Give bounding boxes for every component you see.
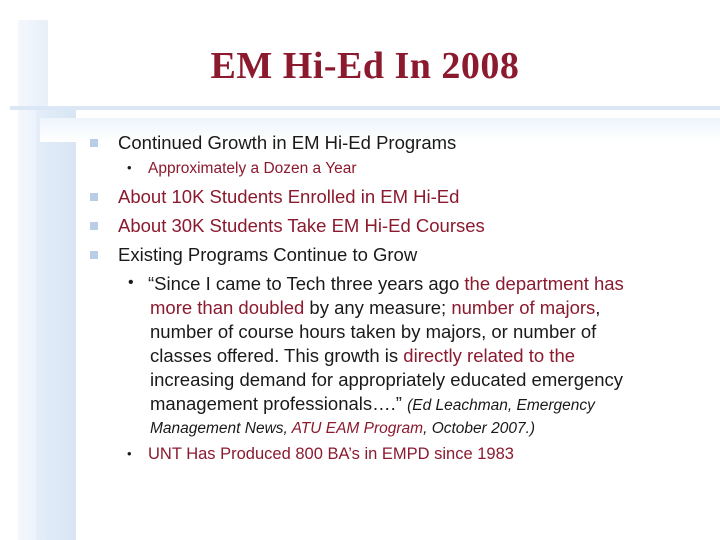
quote-highlight: more than doubled [150, 297, 305, 318]
quote-line-5: increasing demand for appropriately educated emergency [150, 369, 624, 390]
quote-highlight: the department has [464, 273, 624, 294]
dot-bullet-icon: • [127, 160, 132, 175]
bullet-existing-programs: Existing Programs Continue to Grow [118, 244, 418, 265]
quote-line-6 [150, 393, 595, 417]
square-bullet-icon [90, 139, 98, 147]
sub-bullet-unt: UNT Has Produced 800 BA’s in EMPD since 1983 [148, 445, 514, 463]
quote-text: , [595, 297, 601, 318]
square-bullet-icon [90, 222, 98, 230]
quote-citation: Management News, [150, 420, 292, 437]
quote-citation: , October 2007.) [423, 420, 536, 437]
quote-citation-program: ATU EAM Program [291, 420, 424, 437]
square-bullet-icon [90, 193, 98, 201]
quote-line-3: number of course hours taken by majors, or number of [150, 321, 597, 342]
bullet-continued-growth: Continued Growth in EM Hi-Ed Programs [118, 132, 457, 153]
slide-title: EM Hi-Ed In 2008 [210, 45, 520, 87]
dot-bullet-icon: • [128, 274, 134, 291]
quote-highlight: directly related to the [403, 345, 576, 366]
sub-bullet-dozen-a-year: Approximately a Dozen a Year [148, 160, 357, 177]
quote-citation: (Ed Leachman, Emergency [407, 397, 595, 414]
quote-text: by any measure; [304, 297, 452, 318]
quote-line-4 [150, 345, 575, 367]
quote-highlight: number of majors [451, 297, 596, 318]
quote-text: management professionals….” [150, 393, 408, 414]
quote-line-2 [150, 297, 600, 319]
square-bullet-icon [90, 251, 98, 259]
quote-line-7 [150, 418, 535, 440]
quote-text: “Since I came to Tech three years ago [148, 273, 465, 294]
bullet-30k-students: About 30K Students Take EM Hi-Ed Courses [118, 215, 485, 236]
dot-bullet-icon: • [127, 446, 132, 461]
quote-text: classes offered. This growth is [150, 345, 404, 366]
bullet-10k-students: About 10K Students Enrolled in EM Hi-Ed [118, 186, 460, 207]
quote-line-1 [148, 273, 624, 295]
